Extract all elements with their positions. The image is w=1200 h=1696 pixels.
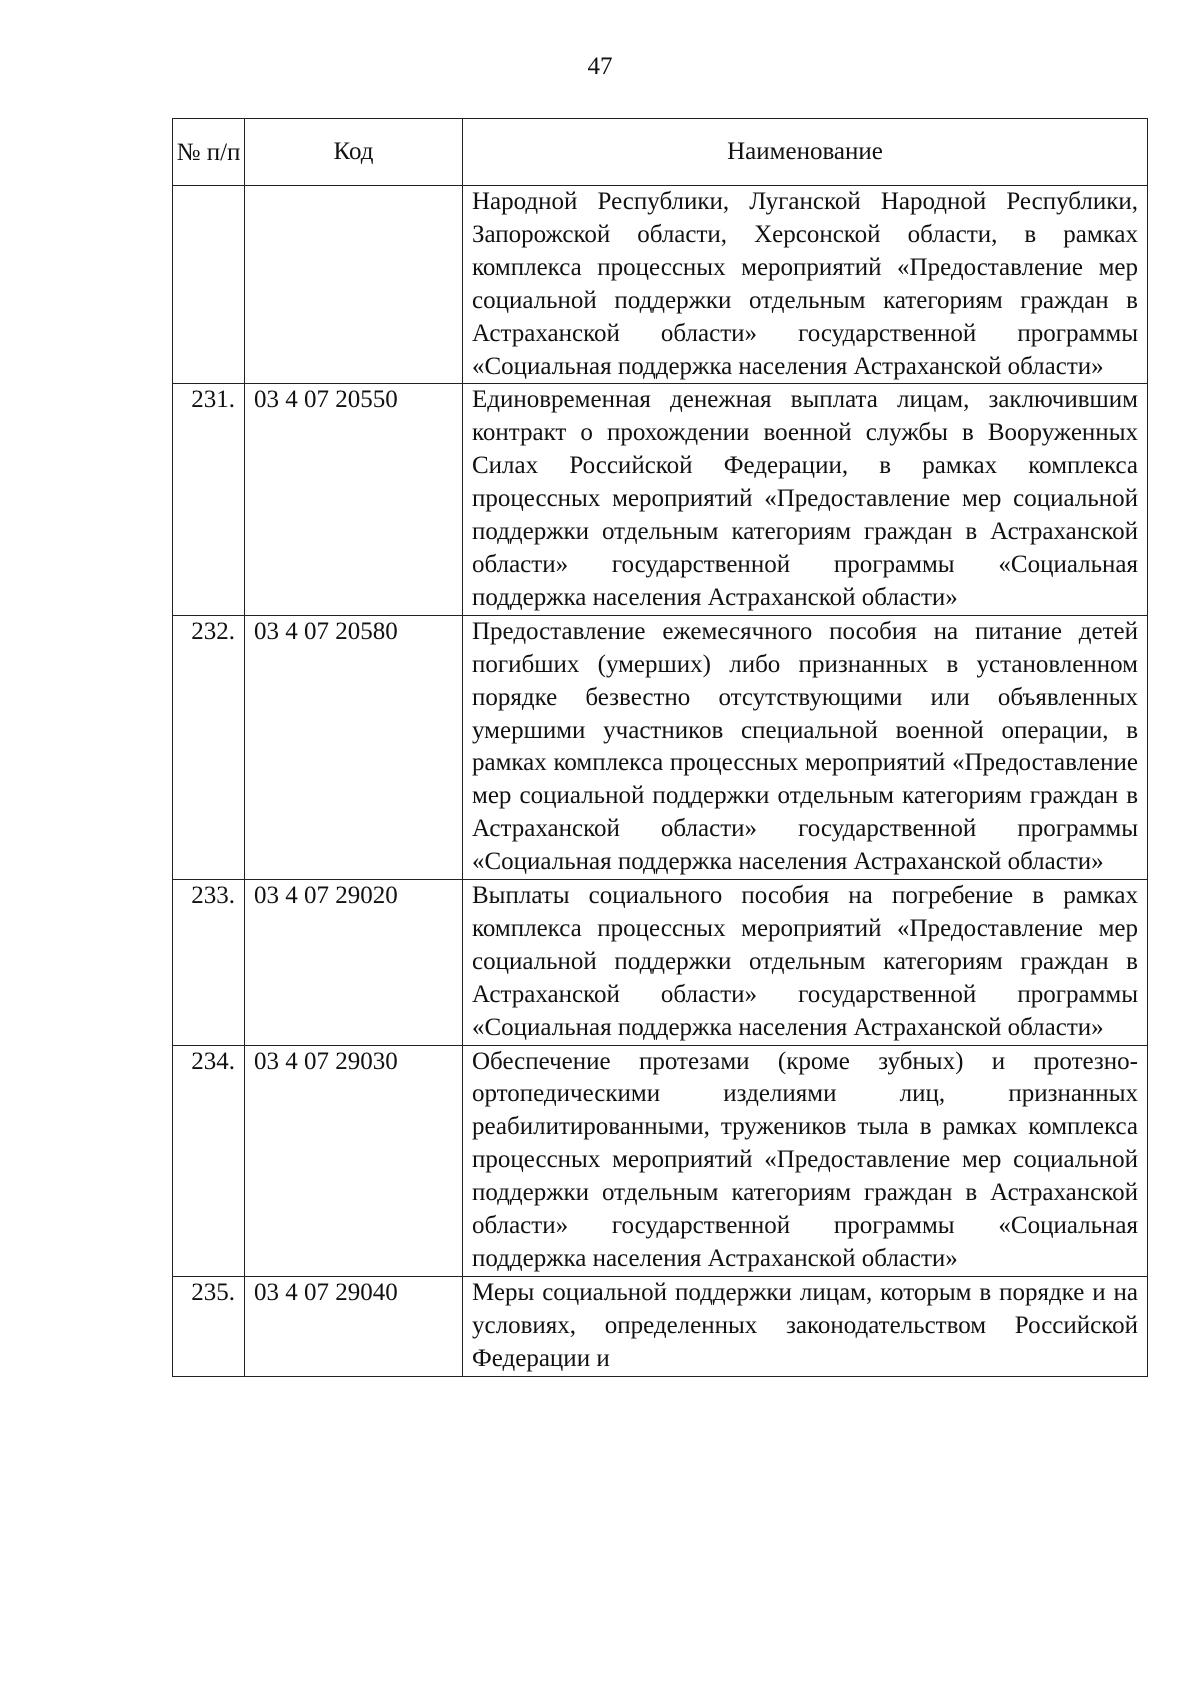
row-name: Обеспечение протезами (кроме зубных) и протезно-ортопедическими изделиями лиц, признанных реабилитированными, тружеников тыла в рамках комплекса процессных мероприятий «Предоставление мер социальной поддержки отдельным категориям граждан в Астраханской области» государственной программы «Социальная поддержка населения Астраханской области» (463, 1045, 1148, 1276)
row-name: Единовременная денежная выплата лицам, заключившим контракт о прохождении военной службы в Вооруженных Силах Российской Федерации, в рамках комплекса процессных мероприятий «Предоставление мер социальной поддержки отдельным категориям граждан в Астраханской области» государственной программы «Социальная поддержка населения Астраханской области» (463, 384, 1148, 615)
row-num: 235. (173, 1276, 245, 1376)
row-name: Меры социальной поддержки лицам, которым в порядке и на условиях, определенных законодательством Российской Федерации и (463, 1276, 1148, 1376)
row-name: Предоставление ежемесячного пособия на питание детей погибших (умерших) либо признанных в установленном порядке безвестно отсутствующими или объявленных умершими участников специальной военной операции, в рамках комплекса процессных мероприятий «Предоставление мер социальной поддержки отдельным категориям граждан в Астраханской области» государственной программы «Социальная поддержка населения Астраханской области» (463, 615, 1148, 879)
row-code: 03 4 07 29020 (245, 880, 463, 1046)
table-row (173, 1276, 1148, 1376)
table-row (173, 1045, 1148, 1276)
table-row (173, 186, 1148, 384)
row-num: 234. (173, 1045, 245, 1276)
header-code: Код (245, 119, 463, 186)
table-row (173, 615, 1148, 879)
row-code: 03 4 07 29040 (245, 1276, 463, 1376)
row-num (173, 186, 245, 384)
header-row (173, 119, 1148, 186)
row-num: 232. (173, 615, 245, 879)
row-code: 03 4 07 29030 (245, 1045, 463, 1276)
header-name: Наименование (463, 119, 1148, 186)
table-row (173, 880, 1148, 1046)
row-name: Народной Республики, Луганской Народной Республики, Запорожской области, Херсонской области, в рамках комплекса процессных мероприятий «Предоставление мер социальной поддержки отдельным категориям граждан в Астраханской области» государственной программы «Социальная поддержка населения Астраханской области» (463, 186, 1148, 384)
row-code: 03 4 07 20580 (245, 615, 463, 879)
budget-codes-table (172, 118, 1148, 1377)
header-num: № п/п (173, 119, 245, 186)
row-num: 231. (173, 384, 245, 615)
page-number: 47 (587, 53, 613, 80)
table-header (173, 119, 1148, 186)
table-body (173, 186, 1148, 1377)
row-num: 233. (173, 880, 245, 1046)
row-name: Выплаты социального пособия на погребение в рамках комплекса процессных мероприятий «Предоставление мер социальной поддержки отдельным категориям граждан в Астраханской области» государственной программы «Социальная поддержка населения Астраханской области» (463, 880, 1148, 1046)
table-row (173, 384, 1148, 615)
row-code (245, 186, 463, 384)
row-code: 03 4 07 20550 (245, 384, 463, 615)
